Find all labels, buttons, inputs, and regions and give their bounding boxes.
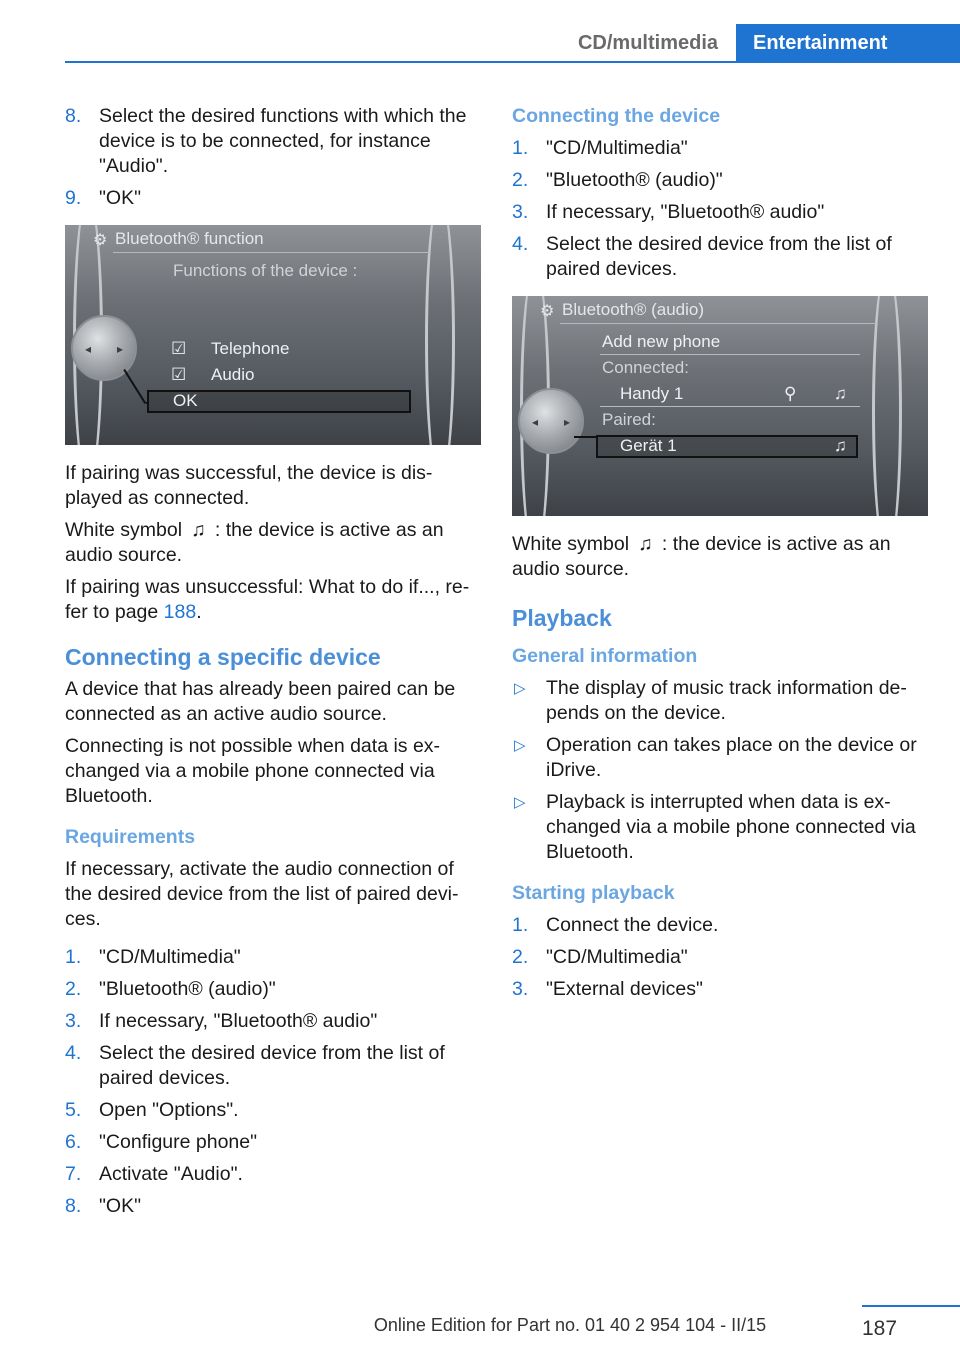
page-number: 187: [862, 1317, 898, 1340]
divider: [560, 323, 878, 324]
ok-label: OK: [173, 391, 198, 410]
checkbox-checked-icon: ☑: [171, 339, 187, 358]
paragraph: If pairing was unsuccessful: What to do if..., re-fer to page 188.: [65, 576, 470, 624]
list-item: 8. Select the desired functions with which the device is to be connected, for instance "Audio".: [65, 105, 467, 177]
function-telephone: Telephone: [211, 339, 290, 358]
list-item: ▷ The display of music track information de-pends on the device.: [514, 677, 907, 725]
music-note-icon: ♫: [191, 519, 206, 542]
paired-label: Paired:: [602, 410, 656, 429]
screen-subtitle: Functions of the device :: [173, 261, 358, 280]
list-item: 1. "CD/Multimedia": [65, 946, 241, 969]
triangle-bullet-icon: ▷: [514, 680, 526, 698]
list-item: ▷ Operation can takes place on the device or iDrive.: [514, 734, 917, 782]
list-item: 6. "Configure phone": [65, 1131, 258, 1154]
triangle-bullet-icon: ▷: [514, 737, 526, 755]
list-item: ▷ Playback is interrupted when data is ex-changed via a mobile phone connected via Bluetooth.: [514, 791, 916, 864]
header-rule: [65, 61, 960, 63]
triangle-bullet-icon: ▷: [514, 794, 526, 812]
settings-icon: ⚙: [93, 232, 108, 249]
heading-connecting-specific: Connecting a specific device: [65, 644, 381, 671]
list-item: 2. "CD/Multimedia": [512, 946, 688, 969]
heading-general-information: General information: [512, 645, 698, 668]
list-item: 2. "Bluetooth® (audio)": [65, 978, 276, 1001]
phone-icon: ⚲: [784, 384, 797, 403]
list-item: 1. Connect the device.: [512, 914, 719, 937]
bullet-list: [512, 676, 928, 865]
header-chapter-tab: Entertainment: [736, 24, 960, 62]
left-column: [65, 104, 481, 1226]
screen-title: Bluetooth® function: [115, 229, 264, 248]
heading-connecting-device: Connecting the device: [512, 105, 721, 127]
list-item: 5. Open "Options".: [65, 1099, 239, 1122]
controller-knob-icon: ◂ ▸: [518, 388, 584, 454]
list-item: 9. "OK": [65, 187, 142, 209]
paragraph: White symbol ♫ : the device is active as an audio source.: [512, 533, 891, 581]
function-audio: Audio: [211, 365, 255, 384]
page-number-rule: [862, 1305, 960, 1307]
steps-list-b: [65, 945, 481, 1219]
connected-device: Handy 1: [620, 384, 684, 403]
add-new-phone: Add new phone: [602, 332, 721, 351]
checkbox-checked-icon: ☑: [171, 365, 187, 384]
paragraph: If necessary, activate the audio connection of the desired device from the list of paired devi-ces.: [65, 858, 459, 931]
heading-starting-playback: Starting playback: [512, 882, 675, 905]
divider: [113, 252, 431, 253]
screen-title: Bluetooth® (audio): [562, 300, 705, 319]
paragraph: If pairing was successful, the device is dis-played as connected.: [65, 462, 433, 509]
heading-playback: Playback: [512, 605, 612, 632]
list-item: 1. "CD/Multimedia": [512, 137, 688, 159]
steps-list-d: [512, 913, 928, 1002]
divider: [600, 406, 860, 407]
settings-icon: ⚙: [540, 303, 555, 320]
list-item: 2. "Bluetooth® (audio)": [512, 169, 723, 191]
steps-list-a: [65, 104, 481, 211]
list-item: 3. "External devices": [512, 978, 703, 1001]
connected-label: Connected:: [602, 358, 689, 377]
paired-device: Gerät 1: [620, 436, 677, 455]
screen-bluetooth-audio: [512, 296, 928, 516]
display-arc-right: [872, 296, 902, 516]
music-note-icon: ♫: [834, 436, 847, 455]
heading-requirements: Requirements: [65, 826, 196, 849]
display-arc-right: [425, 225, 455, 445]
list-item: 3. If necessary, "Bluetooth® audio": [65, 1010, 378, 1033]
pointer-line: [123, 369, 146, 404]
music-note-icon: ♫: [638, 533, 653, 556]
paragraph: Connecting is not possible when data is ex-changed via a mobile phone connected via Bluetooth.: [65, 735, 441, 808]
music-note-icon: ♫: [834, 384, 847, 403]
paragraph: A device that has already been paired can be connected as an active audio source.: [65, 678, 456, 726]
pointer-line: [574, 436, 596, 438]
screen-bluetooth-function: [65, 225, 481, 445]
list-item: 4. Select the desired device from the list of paired devices.: [65, 1042, 445, 1090]
list-item: 7. Activate "Audio".: [65, 1163, 243, 1186]
divider: [600, 354, 860, 355]
paragraph: White symbol ♫ : the device is active as an audio source.: [65, 519, 444, 567]
page-link[interactable]: 188: [163, 601, 197, 624]
list-item: 8. "OK": [65, 1195, 142, 1218]
right-column: [512, 104, 928, 1009]
list-item: 3. If necessary, "Bluetooth® audio": [512, 201, 825, 223]
list-item: 4. Select the desired device from the list of paired devices.: [512, 233, 892, 280]
footer-edition: Online Edition for Part no. 01 40 2 954 104 - II/15: [373, 1315, 767, 1335]
controller-knob-icon: ◂ ▸: [71, 315, 137, 381]
steps-list-c: [512, 136, 928, 282]
header-section-tab: CD/multimedia: [577, 32, 719, 54]
